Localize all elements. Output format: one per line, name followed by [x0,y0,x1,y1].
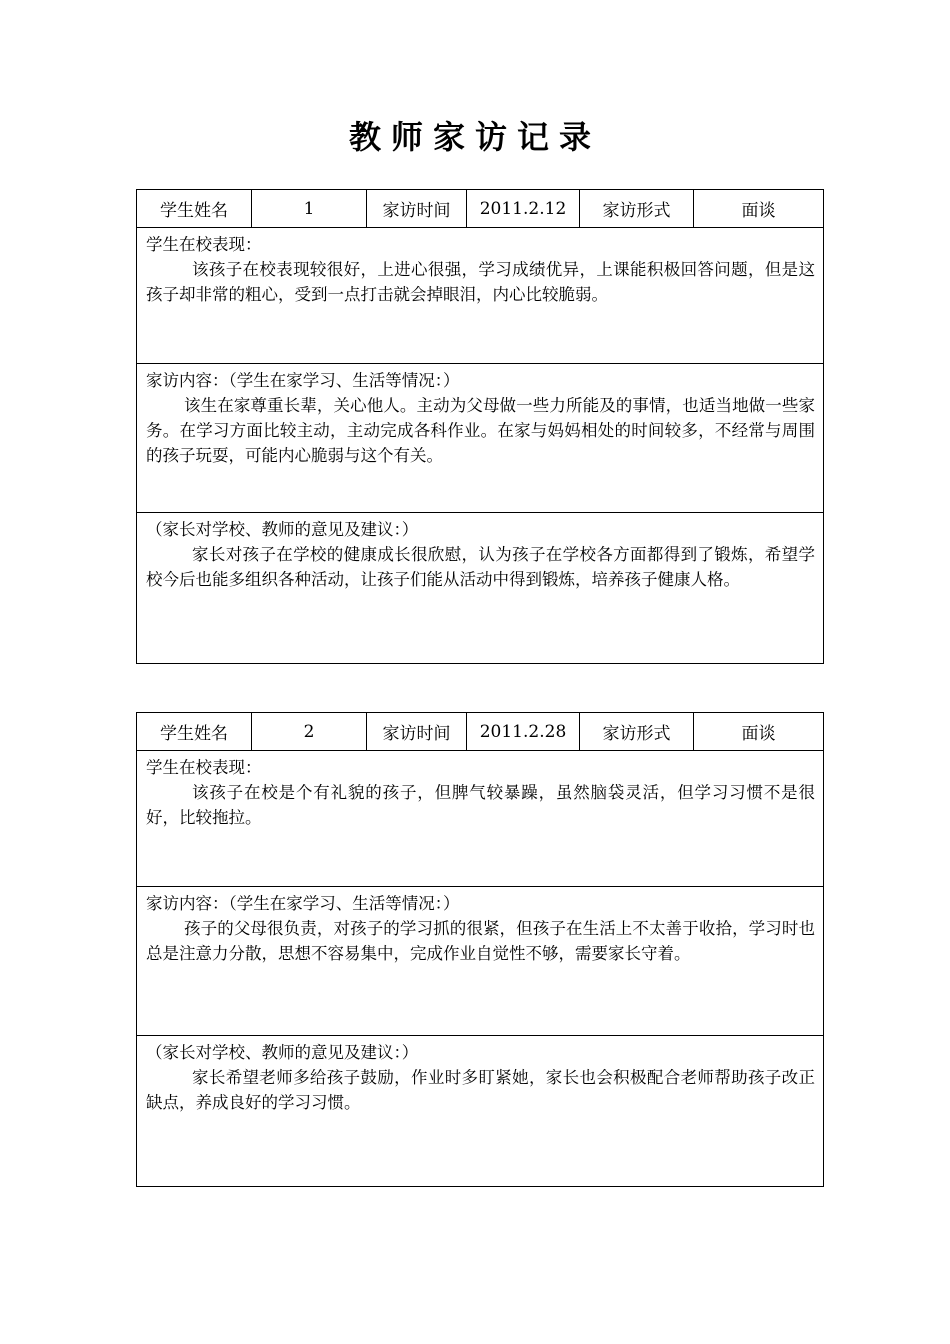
school-performance-text: 该孩子在校是个有礼貌的孩子，但脾气较暴躁，虽然脑袋灵活，但学习习惯不是很好，比较拖拉。 [146,783,815,827]
visit-content-section [137,887,823,1036]
visit-time-label: 家访时间 [367,713,467,750]
page-title: 教师家访记录 [348,118,601,156]
visit-time-value: 2011.2.28 [467,713,580,750]
visit-form-value: 面谈 [741,724,776,744]
record-header-row [137,713,823,751]
visit-content-label: 家访内容：（学生在家学习、生活等情况：） [146,894,460,913]
parent-opinion-section [137,1036,823,1186]
parent-opinion-label: （家长对学校、教师的意见及建议：） [146,1043,419,1062]
student-name-value: 2 [252,713,367,750]
visit-time-label: 家访时间 [367,190,467,227]
school-performance-section [137,751,823,887]
parent-opinion-text: 家长希望老师多给孩子鼓励，作业时多盯紧她，家长也会积极配合老师帮助孩子改正缺点，养成良好的学习习惯。 [146,1068,815,1112]
record-header-row [137,190,823,228]
school-performance-text: 该孩子在校表现较很好，上进心很强，学习成绩优异，上课能积极回答问题，但是这孩子却非常的粗心，受到一点打击就会掉眼泪，内心比较脆弱。 [146,260,815,304]
student-name-label: 学生姓名 [137,190,252,227]
student-name-value: 1 [252,190,367,227]
visit-form-label: 家访形式 [580,713,694,750]
school-performance-label: 学生在校表现： [146,235,262,254]
parent-opinion-label: （家长对学校、教师的意见及建议：） [146,520,419,539]
visit-form-label: 家访形式 [580,190,694,227]
visit-time-value: 2011.2.12 [467,190,580,227]
visit-content-text: 孩子的父母很负责，对孩子的学习抓的很紧，但孩子在生活上不太善于收拾，学习时也总是注意力分散，思想不容易集中，完成作业自觉性不够，需要家长守着。 [146,919,815,963]
school-performance-section [137,228,823,364]
parent-opinion-section [137,513,823,663]
visit-form-value: 面谈 [741,201,776,221]
school-performance-label: 学生在校表现： [146,758,262,777]
visit-content-text: 该生在家尊重长辈，关心他人。主动为父母做一些力所能及的事情，也适当地做一些家务。在学习方面比较主动，主动完成各科作业。在家与妈妈相处的时间较多，不经常与周围的孩子玩耍，可能内心脆弱与这个有关。 [146,396,815,465]
visit-content-section [137,364,823,513]
student-name-label: 学生姓名 [137,713,252,750]
visit-content-label: 家访内容：（学生在家学习、生活等情况：） [146,371,460,390]
parent-opinion-text: 家长对孩子在学校的健康成长很欣慰，认为孩子在学校各方面都得到了锻炼，希望学校今后也能多组织各种活动，让孩子们能从活动中得到锻炼，培养孩子健康人格。 [146,545,815,589]
visit-record-1 [136,189,824,664]
visit-record-2 [136,712,824,1187]
